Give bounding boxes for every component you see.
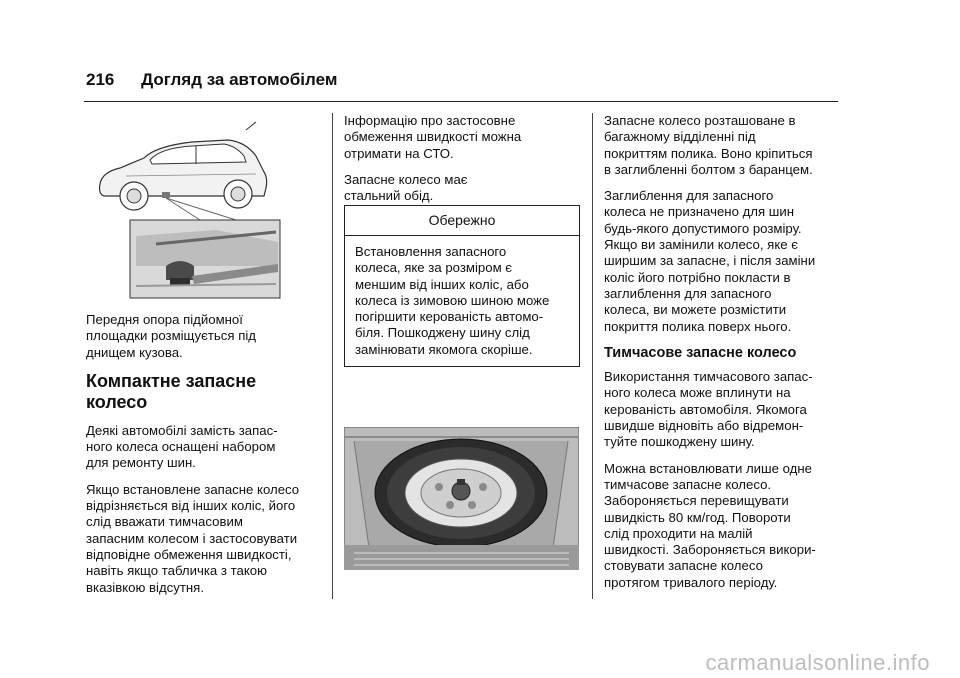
column-3 [604,113,844,601]
figure-caption: Передня опора підйомної площадки розміщується під днищем кузова. [86,312,256,360]
caution-text: Встановлення запасного колеса, яке за розміром є меншим від інших коліс, або колеса із зимовою шиною може погіршити керованість автомо- біля. Пошкоджену шину слід замінювати якомога скоріше. [355,244,550,357]
column-divider [332,113,333,599]
column-divider [592,113,593,599]
paragraph: Інформацію про застосовне обмеження швидкості можна отримати на СТО. [344,113,522,161]
watermark: carmanualsonline.info [705,650,930,675]
car-lift-point-figure [96,116,288,302]
caution-title: Обережно [345,206,579,236]
paragraph: Заглиблення для запасного колеса не призначено для шин будь-якого допустимого розміру. Якщо ви замінили колесо, яке є ширшим за запасне, і після заміни коліс його потрібно покласти в заглиблення для запасного колеса, ви можете розмістити покриття полика поверх нього. [604,188,816,334]
page-number: 216 [86,70,115,89]
column-1 [86,312,322,606]
caution-box [344,205,580,367]
paragraph: Можна встановлювати лише одне тимчасове запасне колесо. Забороняється перевищувати швидкість 80 км/год. Повороти слід проходити на малій швидкості. Забороняється викори- стовувати запасне колесо протягом тривалого періоду. [604,460,816,590]
spare-wheel-figure [344,427,579,570]
paragraph: Використання тимчасового запас- ного колеса може вплинути на керованість автомобіля. Якомога швидше відновіть або відремон- туйте пошкоджену шину. [604,369,813,450]
section-heading-compact-spare: Компактне запасне колесо [86,370,257,412]
paragraph: Якщо встановлене запасне колесо відрізняється від інших коліс, його слід вважати тимчасовим запасним колесом і застосовувати відповідне обмеження швидкості, навіть якщо табличка з такою вказівкою відсутня. [86,481,300,595]
section-title: Догляд за автомобілем [141,70,338,89]
paragraph: Запасне колесо розташоване в багажному відділенні під покриттям полика. Воно кріпиться в заглибленні болтом з баранцем. [604,113,813,177]
paragraph: Запасне колесо має стальний обід. [344,171,468,204]
header-rule [84,101,838,102]
paragraph: Деякі автомобілі замість запас- ного колеса оснащені набором для ремонту шин. [86,422,278,471]
page-header [86,70,337,90]
column-2 [344,113,580,214]
section-heading-temporary-spare: Тимчасове запасне колесо [604,344,797,361]
